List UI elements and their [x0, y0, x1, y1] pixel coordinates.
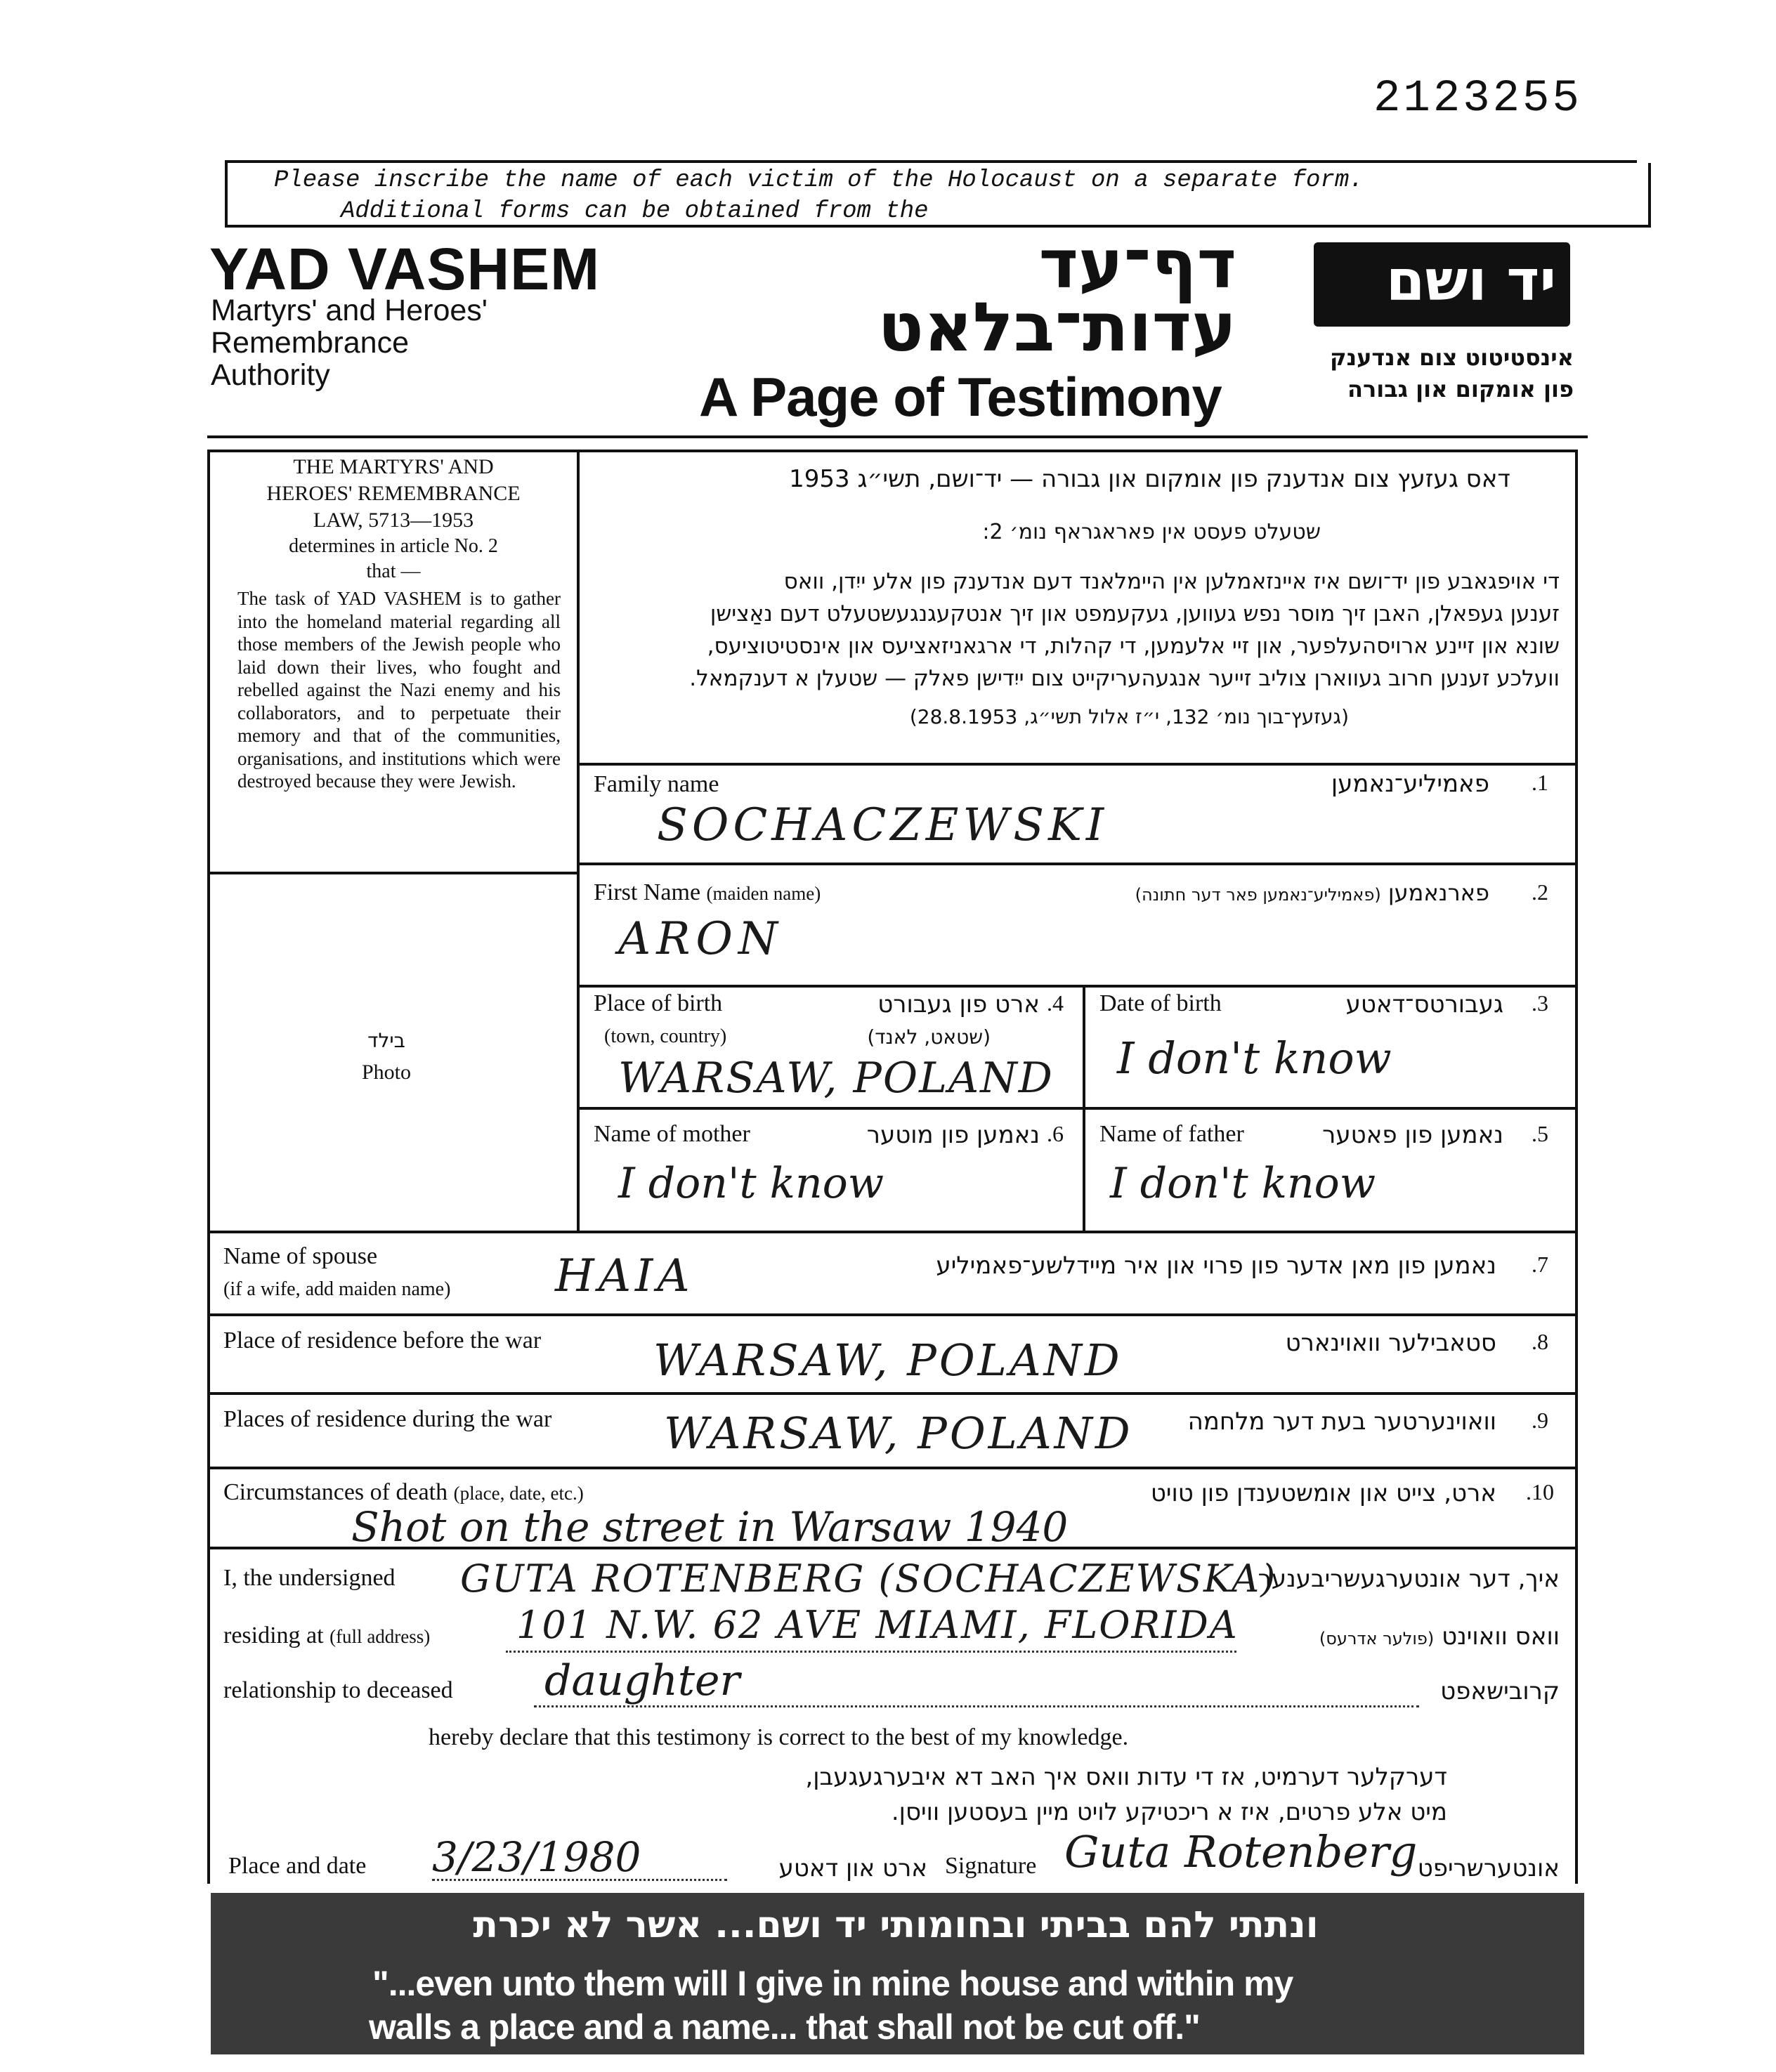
law-title-1: THE MARTYRS' AND	[293, 455, 494, 478]
date-of-birth-number: .3	[1532, 990, 1548, 1016]
relationship-hebrew: קרובישאפט	[1440, 1677, 1560, 1705]
name-of-father-label: Name of father	[1099, 1121, 1244, 1147]
footer-english-1: "...even unto them will I give in mine house and within my	[372, 1964, 1293, 2003]
heb-law-3: די אויפגאבע פון יד־ושם איז איינזאמלען אין היימלאנד דעם אנדענק פון אלע ייִדן, וואס	[783, 569, 1560, 594]
circumstances-value[interactable]: Shot on the street in Warsaw 1940	[351, 1503, 1069, 1551]
photo-hebrew: בילד	[367, 1029, 405, 1052]
name-of-mother-label: Name of mother	[594, 1121, 750, 1147]
residence-before-value[interactable]: WARSAW, POLAND	[653, 1335, 1123, 1386]
heb-law-2: שטעלט פעסט אין פאראגראף נומ׳ 2:	[982, 520, 1321, 544]
signature-hebrew: אונטערשריפט	[1417, 1854, 1560, 1882]
place-of-birth-label: Place of birth	[594, 990, 723, 1016]
residing-hebrew-note: (פולער אדרעס)	[1319, 1629, 1435, 1648]
spouse-label: Name of spouse	[223, 1243, 378, 1269]
first-name-hebrew-text: פארנאמען	[1388, 879, 1489, 906]
undersigned-hebrew: איך, דער אונטערגעשריבענער	[1258, 1565, 1560, 1593]
first-name-label-text: First Name	[594, 879, 701, 905]
date-of-birth-value[interactable]: I don't know	[1117, 1032, 1392, 1084]
first-name-label-note: (maiden name)	[706, 883, 821, 904]
date-of-birth-label: Date of birth	[1099, 990, 1222, 1016]
name-of-father-hebrew: נאמען פון פאטער	[1322, 1121, 1503, 1149]
residing-value[interactable]: 101 N.W. 62 AVE MIAMI, FLORIDA	[516, 1603, 1239, 1647]
residence-during-hebrew: וואוינערטער בעת דער מלחמה	[1187, 1408, 1496, 1436]
family-name-number: .1	[1532, 770, 1548, 795]
yad-vashem-logo	[1314, 242, 1570, 327]
law-title-3: LAW, 5713—1953	[313, 509, 474, 532]
hebrew-title-1: דף־עד	[1038, 225, 1236, 303]
relationship-underline	[534, 1705, 1419, 1707]
first-name-label	[594, 879, 821, 906]
family-name-label: Family name	[594, 771, 719, 797]
signature-value[interactable]: Guta Rotenberg	[1064, 1826, 1418, 1877]
org-sub-3: Authority	[211, 358, 330, 392]
name-of-mother-hebrew: נאמען פון מוטער	[866, 1121, 1040, 1149]
photo-box	[207, 872, 580, 1233]
residence-during-value[interactable]: WARSAW, POLAND	[664, 1408, 1133, 1459]
hebrew-title-2: עדות־בלאט	[877, 288, 1236, 367]
place-of-birth-hebrew: ארט פון געבורט	[877, 990, 1040, 1018]
residence-during-label: Places of residence during the war	[223, 1406, 552, 1432]
name-of-mother-value[interactable]: I don't know	[618, 1159, 884, 1208]
header-rule	[207, 435, 1588, 438]
place-of-birth-number: .4	[1047, 990, 1064, 1016]
residing-underline	[506, 1651, 1236, 1653]
place-of-birth-hebrew-note: (שטאט, לאנד)	[867, 1025, 991, 1049]
first-name-value[interactable]: ARON	[618, 913, 783, 965]
footer-english-2: walls a place and a name... that shall not be cut off."	[369, 2007, 1200, 2047]
spouse-value[interactable]: HAIA	[555, 1250, 694, 1302]
circumstances-hebrew: ארט, צייט און אומשטענדן פון טויט	[1150, 1479, 1496, 1507]
org-sub-1: Martyrs' and Heroes'	[211, 294, 488, 327]
residence-before-hebrew: סטאבילער וואוינארט	[1285, 1329, 1496, 1357]
law-title-4: determines in article No. 2	[289, 535, 498, 557]
footer-hebrew: ונתתי להם בביתי ובחומותי יד ושם... אשר לא יכרת	[473, 1904, 1319, 1946]
spouse-note: (if a wife, add maiden name)	[223, 1278, 451, 1300]
relationship-label: relationship to deceased	[223, 1677, 453, 1703]
heb-law-1: דאס געזעץ צום אנדענק פון אומקום און גבורה — יד־ושם, תשי״ג 1953	[789, 465, 1510, 493]
place-of-birth-note: (town, country)	[604, 1025, 727, 1047]
spouse-number: .7	[1532, 1252, 1548, 1277]
residing-hebrew	[1243, 1622, 1560, 1651]
circumstances-label-text: Circumstances of death	[223, 1479, 448, 1505]
org-name: YAD VASHEM	[209, 236, 601, 302]
place-date-label: Place and date	[228, 1853, 367, 1879]
declare-hebrew-2: מיט אלע פרטים, איז א ריכטיקע לויט מיין בעסטען וויסן.	[891, 1798, 1447, 1826]
declare-english: hereby declare that this testimony is correct to the best of my knowledge.	[429, 1724, 1129, 1750]
spouse-hebrew: נאמען פון מאן אדער פון פרוי און איר מיידלשע־פאמיליע	[936, 1252, 1496, 1280]
heb-law-5: שונא און זיינע ארויסהעלפער, און זיי אלעמען, די קהלות, די ארגאניזאציעס און אינסטיטוציעס,	[707, 634, 1560, 659]
photo-label: Photo	[361, 1061, 412, 1084]
circumstances-label	[223, 1479, 584, 1506]
first-name-number: .2	[1532, 879, 1548, 905]
place-date-hebrew: ארט און דאטע	[778, 1854, 927, 1882]
date-of-birth-hebrew: געבורטס־דאטע	[1345, 990, 1503, 1018]
undersigned-label: I, the undersigned	[223, 1565, 396, 1591]
name-of-mother-number: .6	[1047, 1121, 1064, 1146]
instruction-line-2: Additional forms can be obtained from the	[341, 198, 929, 225]
heb-law-7: (געזעץ־בוך נומ׳ 132, י״ז אלול תשי״ג, 28.8.1953)	[909, 705, 1349, 728]
law-body: The task of YAD VASHEM is to gather into the homeland material regarding all those members of the Jewish people who laid down their lives, who fought and rebelled against the Nazi enemy and his collaborators, and to perpetuate their memory and that of the communities, organisations, and institutions which were destroyed because they were Jewish.	[237, 588, 561, 792]
name-of-father-value[interactable]: I don't know	[1110, 1159, 1376, 1208]
law-title-5: that —	[366, 560, 421, 582]
signature-label: Signature	[945, 1853, 1037, 1879]
place-date-value[interactable]: 3/23/1980	[432, 1833, 641, 1881]
residence-before-label: Place of residence before the war	[223, 1327, 542, 1353]
residing-label-text: residing at	[223, 1622, 324, 1648]
family-name-hebrew: פאמיליע־נאמען	[1331, 770, 1489, 798]
undersigned-value[interactable]: GUTA ROTENBERG (SOCHACZEWSKA)	[460, 1556, 1277, 1601]
footer-banner	[211, 1893, 1584, 2054]
law-title-2: HEROES' REMEMBRANCE	[266, 482, 521, 505]
heb-law-6: וועלכע זענען חרוב געווארן צוליב זייער אנגעהעריקייט צום ייִדישן פאלק — שטעלן א דענקמאל.	[689, 666, 1560, 691]
family-name-value[interactable]: SOCHACZEWSKI	[657, 799, 1109, 851]
declare-hebrew-1: דערקלער דערמיט, אז די עדות וואס איך האב דא איבערגעגעבן,	[805, 1763, 1447, 1791]
residing-label	[223, 1622, 430, 1649]
institute-line-2: פון אומקום און גבורה	[1347, 376, 1574, 402]
residence-before-number: .8	[1532, 1329, 1548, 1354]
circumstances-number: .10	[1526, 1479, 1554, 1504]
document-number: 2123255	[1373, 74, 1582, 124]
org-sub-2: Remembrance	[211, 326, 409, 360]
heb-law-4: זענען געפאלן, האבן זיך מוסר נפש געווען, געקעמפט און זיך אנטקעגנגעשטעלט דעם נאַצישן	[710, 601, 1560, 627]
residing-hebrew-text: וואס וואוינט	[1442, 1622, 1560, 1651]
first-name-hebrew	[1040, 879, 1489, 906]
relationship-value[interactable]: daughter	[544, 1656, 740, 1705]
logo-text: יד ושם	[1385, 248, 1556, 313]
page-title: A Page of Testimony	[699, 366, 1222, 428]
name-of-father-number: .5	[1532, 1121, 1548, 1146]
circumstances-label-note: (place, date, etc.)	[453, 1483, 584, 1504]
residence-during-number: .9	[1532, 1408, 1548, 1433]
first-name-hebrew-note: (פאמיליע־נאמען פאר דער חתונה)	[1135, 885, 1381, 905]
instruction-line-1: Please inscribe the name of each victim of the Holocaust on a separate form.	[274, 167, 1364, 194]
place-of-birth-value[interactable]: WARSAW, POLAND	[618, 1054, 1054, 1103]
institute-line-1: אינסטיטוט צום אנדענק	[1330, 344, 1574, 371]
residing-label-note: (full address)	[329, 1626, 431, 1647]
